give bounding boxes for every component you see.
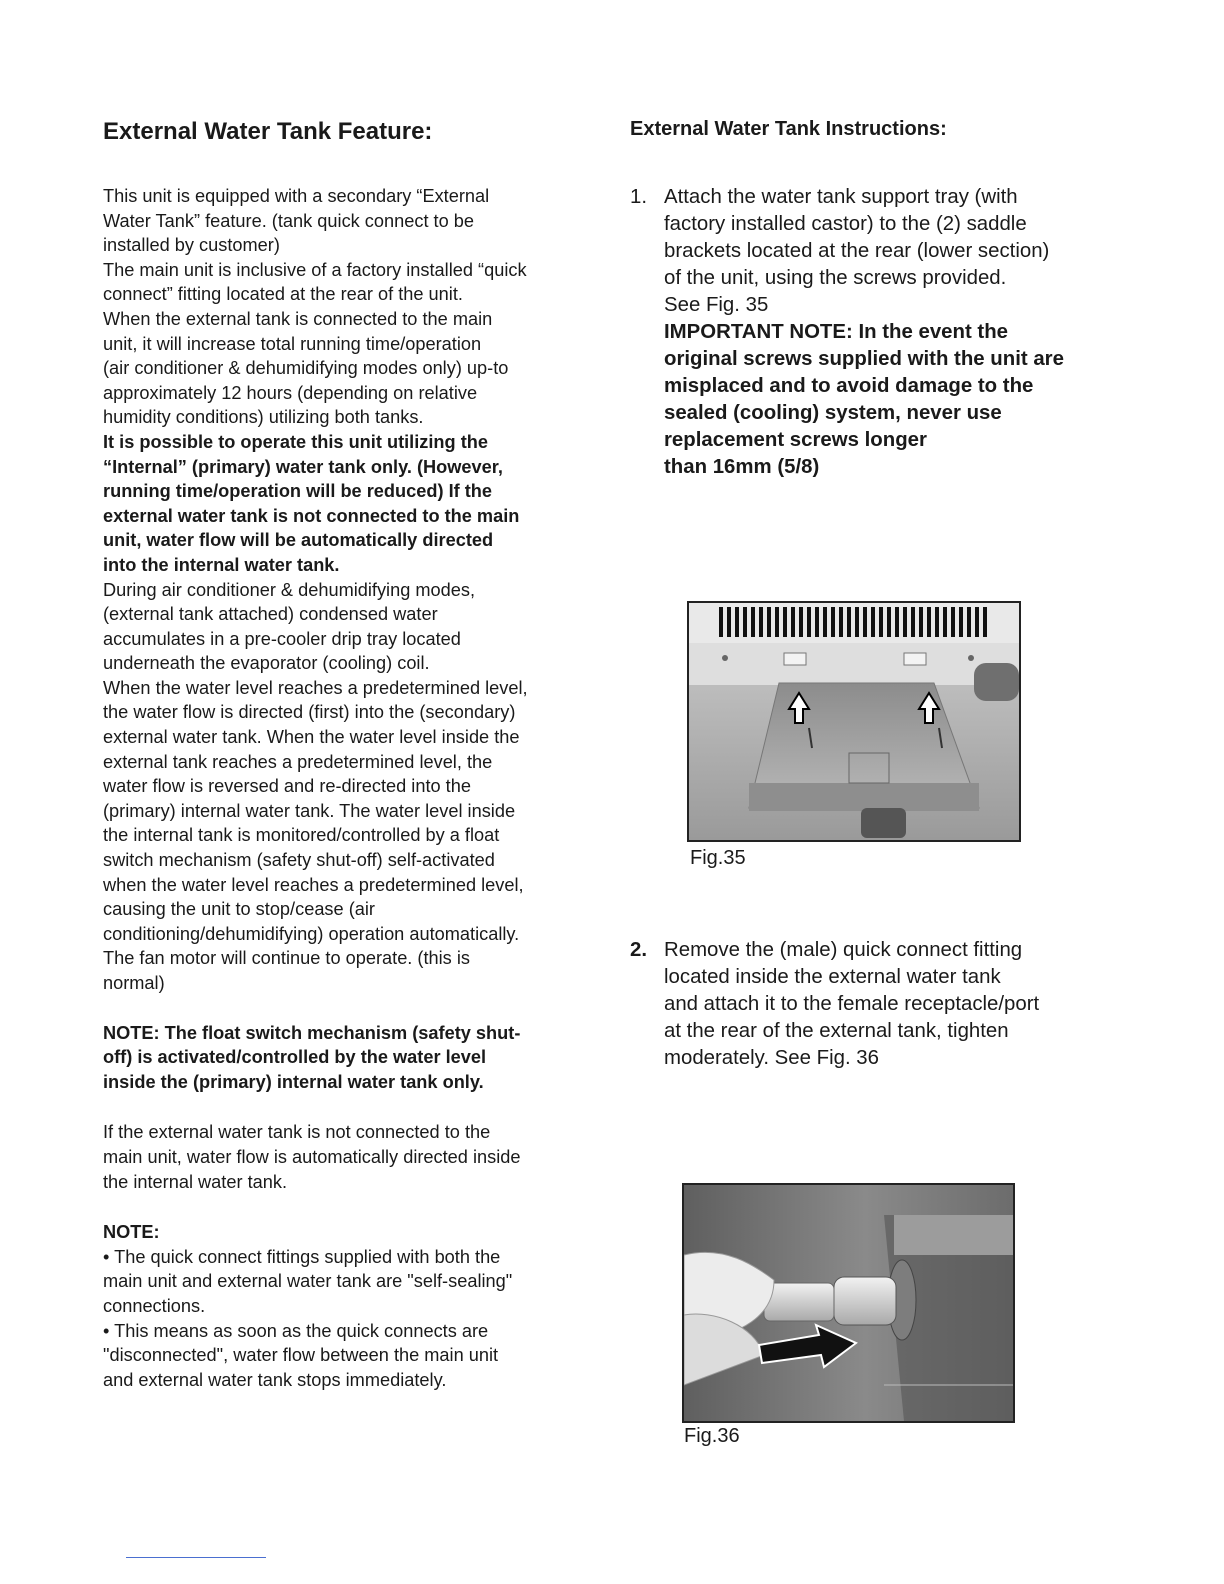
text-line: the internal water tank.	[103, 1171, 287, 1192]
quick-connect-illustration	[684, 1185, 1013, 1421]
feature-title: External Water Tank Feature:	[103, 118, 433, 145]
text-line: (air conditioner & dehumidifying modes only) up-to	[103, 358, 509, 379]
text-line: "disconnected", water flow between the main unit	[103, 1345, 499, 1366]
text-line: • This means as soon as the quick connects are	[103, 1320, 489, 1341]
text-line: accumulates in a pre-cooler drip tray located	[103, 628, 461, 649]
text-line: at the rear of the external tank, tighten	[664, 1020, 1009, 1042]
text-line: than 16mm (5/8)	[664, 456, 820, 478]
text-line: when the water level reaches a predetermined level,	[103, 874, 524, 895]
text-line: inside the (primary) internal water tank only.	[103, 1071, 484, 1092]
text-line: (external tank attached) condensed water	[103, 604, 438, 625]
note-title: NOTE:	[103, 1222, 160, 1243]
text-line: See Fig. 35	[664, 294, 769, 316]
text-line: and external water tank stops immediately.	[103, 1369, 447, 1390]
text-line: Attach the water tank support tray (with	[664, 186, 1018, 208]
text-line: The main unit is inclusive of a factory installed “quick	[103, 259, 527, 280]
body-paragraph	[103, 578, 588, 996]
text-line: moderately. See Fig. 36	[664, 1047, 879, 1069]
text-line: During air conditioner & dehumidifying modes,	[103, 579, 476, 600]
text-line: and attach it to the female receptacle/port	[664, 993, 1040, 1015]
text-line: approximately 12 hours (depending on relative	[103, 382, 478, 403]
text-line: off) is activated/controlled by the water level	[103, 1047, 487, 1068]
text-line: NOTE: The float switch mechanism (safety shut-	[103, 1022, 521, 1043]
text-line: external tank reaches a predetermined level, the	[103, 751, 493, 772]
text-line: If the external water tank is not connected to the	[103, 1122, 491, 1143]
text-line: conditioning/dehumidifying) operation automatically.	[103, 923, 520, 944]
tray-bracket-illustration	[689, 603, 1019, 840]
text-line: IMPORTANT NOTE: In the event the	[664, 321, 1009, 343]
step-body	[664, 937, 1110, 1072]
step-2	[630, 937, 1110, 1072]
step-body	[664, 184, 1110, 481]
text-line: running time/operation will be reduced) If the	[103, 481, 493, 502]
text-line: into the internal water tank.	[103, 554, 340, 575]
fig36-image	[682, 1183, 1015, 1423]
text-line: water flow is reversed and re-directed into the	[103, 776, 471, 797]
text-line: (primary) internal water tank. The water level inside	[103, 800, 516, 821]
step-number: 2.	[630, 939, 648, 961]
text-line: “Internal” (primary) water tank only. (However,	[103, 456, 503, 477]
float-switch-note	[103, 1021, 588, 1095]
text-line: normal)	[103, 973, 165, 993]
text-line: causing the unit to stop/cease (air	[103, 899, 375, 920]
text-line: connect” fitting located at the rear of the unit.	[103, 284, 463, 305]
text-line: Remove the (male) quick connect fitting	[664, 939, 1023, 961]
step-1	[630, 184, 1110, 481]
text-line: unit, water flow will be automatically directed	[103, 530, 494, 551]
text-line: switch mechanism (safety shut-off) self-activated	[103, 850, 495, 871]
text-line: misplaced and to avoid damage to the	[664, 375, 1034, 397]
disconnected-paragraph	[103, 1120, 588, 1194]
bold-paragraph	[103, 430, 588, 578]
text-line: factory installed castor) to the (2) saddle	[664, 213, 1027, 235]
text-line: external water tank is not connected to the main	[103, 505, 520, 526]
fig35-caption: Fig.35	[690, 847, 746, 869]
self-sealing-note	[103, 1220, 588, 1392]
text-line: • The quick connect fittings supplied with both the	[103, 1246, 501, 1267]
text-line: connections.	[103, 1295, 206, 1316]
text-line: the water flow is directed (first) into the (secondary)	[103, 702, 516, 723]
text-line: underneath the evaporator (cooling) coil.	[103, 653, 430, 674]
text-line: unit, it will increase total running time/operation	[103, 333, 482, 354]
fig35-image	[687, 601, 1021, 842]
text-line: installed by customer)	[103, 235, 280, 256]
text-line: located inside the external water tank	[664, 966, 1001, 988]
right-column	[630, 118, 1110, 481]
text-line: It is possible to operate this unit utilizing the	[103, 431, 488, 452]
text-line: When the external tank is connected to the main	[103, 308, 493, 329]
text-line: sealed (cooling) system, never use	[664, 402, 1002, 424]
text-line: Water Tank” feature. (tank quick connect to be	[103, 210, 475, 231]
step-number: 1.	[630, 186, 648, 208]
instructions-title: External Water Tank Instructions:	[630, 118, 947, 140]
text-line: The fan motor will continue to operate. (this is	[103, 948, 470, 969]
intro-paragraph	[103, 184, 588, 430]
text-line: When the water level reaches a predetermined level,	[103, 677, 528, 698]
text-line: humidity conditions) utilizing both tanks.	[103, 407, 424, 428]
left-column	[103, 118, 588, 1392]
text-line: This unit is equipped with a secondary “External	[103, 186, 490, 206]
text-line: the internal tank is monitored/controlled by a float	[103, 825, 500, 846]
text-line: external water tank. When the water level inside the	[103, 727, 520, 748]
text-line: brackets located at the rear (lower section)	[664, 240, 1050, 262]
footer-rule	[126, 1557, 266, 1558]
text-line: main unit and external water tank are "self-sealing"	[103, 1271, 513, 1292]
text-line: replacement screws longer	[664, 429, 927, 451]
text-line: of the unit, using the screws provided.	[664, 267, 1007, 289]
text-line: main unit, water flow is automatically directed inside	[103, 1146, 521, 1167]
text-line: original screws supplied with the unit are	[664, 348, 1064, 370]
fig36-caption: Fig.36	[684, 1425, 740, 1447]
